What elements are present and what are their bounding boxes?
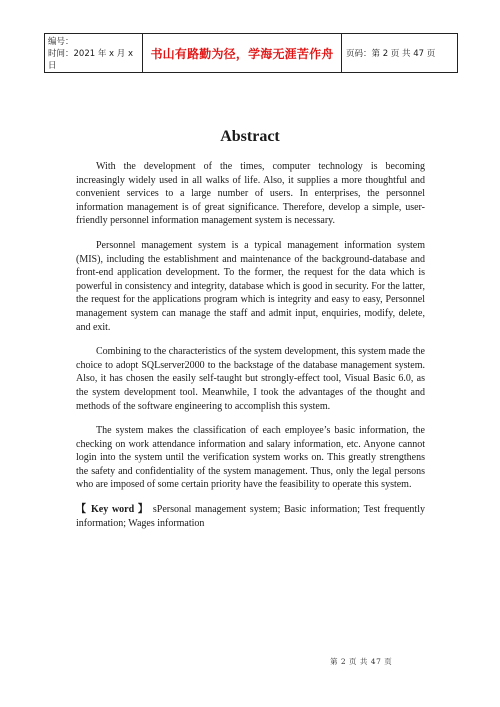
paragraph: The system makes the classification of each employee’s basic information, the checking on work attendance information and salary information, etc. Anyone cannot login into the system until the verification system works on. This greatly strengthens the safety and confidentiality of the system management. Thus, only the legal persons who are imposed of some certain priority have the feasibility to operate this system.	[76, 425, 425, 491]
paragraph: With the development of the times, computer technology is becoming increasingly widely used in all walks of life. Also, it supplies a more thoughtful and convenient services to a large number of users. In enterprises, the personnel information management is of great significance. Therefore, develop a simple, user-friendly personnel information management system is necessary.	[76, 161, 425, 227]
header-page-info-cell	[342, 34, 457, 72]
number-label: 编号：	[48, 37, 74, 47]
header-meta	[45, 34, 143, 72]
page-header	[44, 33, 458, 73]
paragraph: Personnel management system is a typical management information system (MIS), including the establishment and maintenance of the background-database and front-end application development. To the former, the request for the data which is powerful in consistency and integrity, database which is good in security. For the latter, the request for the applications program which is integrity and easy to easy, Personnel management system can manage the staff and admit input, enquiries, modify, delete, and exit.	[76, 239, 425, 333]
header-page-info: 页码：第 2 页 共 47 页	[346, 49, 436, 59]
abstract-body	[76, 160, 425, 530]
header-motto-cell	[143, 34, 342, 72]
header-motto: 书山有路勤为径，学海无涯苦作舟	[150, 46, 334, 61]
page-footer: 第 2 页 共 47 页	[330, 657, 393, 666]
page-title: Abstract	[220, 128, 280, 145]
keywords-label: 【 Key word 】	[76, 504, 150, 516]
paragraph: Combining to the characteristics of the system development, this system made the choice to adopt SQLserver2000 to the backstage of the database management system. Also, it has chosen the easily self-taught but strongly-effect tool, Visual Basic 6.0, as the system development tool. Meanwhile, I took the advantages of the thought and methods of the software engineering to accomplish this system.	[76, 346, 425, 412]
time-label: 时间：2021 年 x 月 x 日	[48, 49, 134, 71]
keywords-text: sPersonal management system; Basic information; Test frequently information; Wages information	[76, 504, 425, 529]
keywords	[76, 503, 425, 530]
